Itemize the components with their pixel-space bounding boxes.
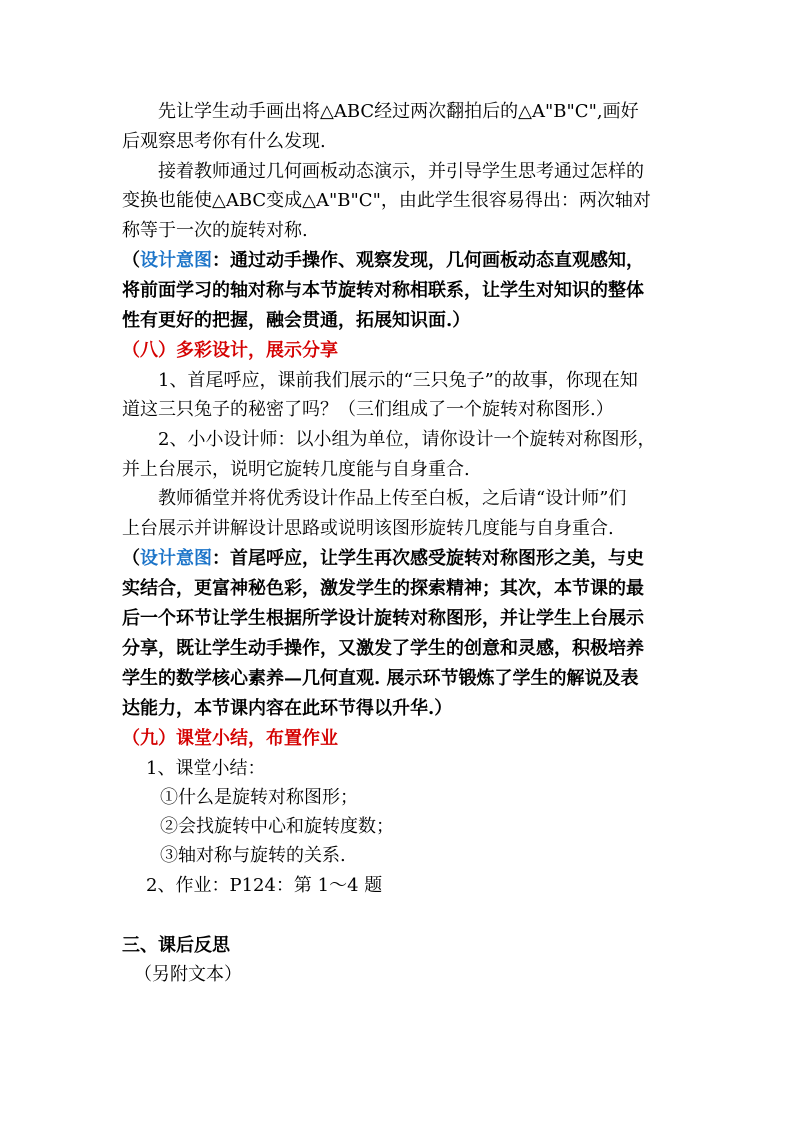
summary-item-2: ②会找旋转中心和旋转度数； — [160, 816, 394, 837]
design-intent-1-label: 设计意图 — [140, 250, 212, 271]
section-3-note: （另附文本） — [134, 964, 242, 985]
para1-line1: 先让学生动手画出将△ABC经过两次翻拍后的△A"B"C",画好 — [158, 101, 639, 122]
section-8-teacher-line1: 教师循堂并将优秀设计作品上传至白板，之后请“设计师”们 — [158, 488, 627, 509]
para2-line3: 称等于一次的旋转对称. — [122, 220, 308, 241]
homework-line: 2、作业：P124：第 1～4 题 — [146, 875, 383, 896]
design-intent-1-open: （ — [122, 250, 140, 271]
section-8-teacher-line2: 上台展示并讲解设计思路或说明该图形旋转几度能与自身重合. — [122, 518, 614, 539]
design-intent-2-line2: 实结合，更富神秘色彩，激发学生的探索精神；其次，本节课的最 — [122, 578, 644, 599]
summary-title: 1、课堂小结： — [146, 758, 266, 779]
design-intent-2-line4: 分享，既让学生动手操作，又激发了学生的创意和灵感，积极培养 — [122, 638, 644, 659]
design-intent-2-label: 设计意图 — [140, 548, 212, 569]
design-intent-2-text: ：首尾呼应，让学生再次感受旋转对称图形之美，与史 — [212, 548, 644, 569]
section-8-item2-line2: 并上台展示，说明它旋转几度能与自身重合. — [122, 459, 470, 480]
para2-line2: 变换也能使△ABC变成△A"B"C"，由此学生很容易得出：两次轴对 — [122, 190, 651, 211]
design-intent-1-line3: 性有更好的把握，融会贯通，拓展知识面.） — [122, 310, 471, 331]
design-intent-1-line1 — [122, 249, 644, 273]
section-8-heading: （八）多彩设计，展示分享 — [122, 340, 338, 361]
section-8-item1-line2: 道这三只兔子的秘密了吗？（三们组成了一个旋转对称图形.） — [122, 399, 614, 420]
section-3-heading: 三、课后反思 — [122, 935, 230, 956]
summary-item-1: ①什么是旋转对称图形； — [160, 787, 358, 808]
design-intent-2-line3: 后一个环节让学生根据所学设计旋转对称图形，并让学生上台展示 — [122, 608, 644, 629]
section-8-item2-line1: 2、小小设计师：以小组为单位，请你设计一个旋转对称图形， — [158, 429, 656, 450]
design-intent-2-line5: 学生的数学核心素养—几何直观. 展示环节锻炼了学生的解说及表 — [122, 668, 639, 689]
para2-line1: 接着教师通过几何画板动态演示，并引导学生思考通过怎样的 — [158, 161, 644, 182]
design-intent-1-line2: 将前面学习的轴对称与本节旋转对称相联系，让学生对知识的整体 — [122, 280, 644, 301]
design-intent-2-line1 — [122, 547, 644, 571]
design-intent-2-open: （ — [122, 548, 140, 569]
design-intent-2-line6: 达能力，本节课内容在此环节得以升华.） — [122, 698, 453, 719]
summary-item-3: ③轴对称与旋转的关系. — [160, 845, 346, 866]
section-8-item1-line1: 1、首尾呼应，课前我们展示的“三只兔子”的故事，你现在知 — [158, 370, 638, 391]
design-intent-1-text: ：通过动手操作、观察发现，几何画板动态直观感知， — [212, 250, 644, 271]
section-9-heading: （九）课堂小结，布置作业 — [122, 728, 338, 749]
para1-line2: 后观察思考你有什么发现. — [122, 131, 326, 152]
